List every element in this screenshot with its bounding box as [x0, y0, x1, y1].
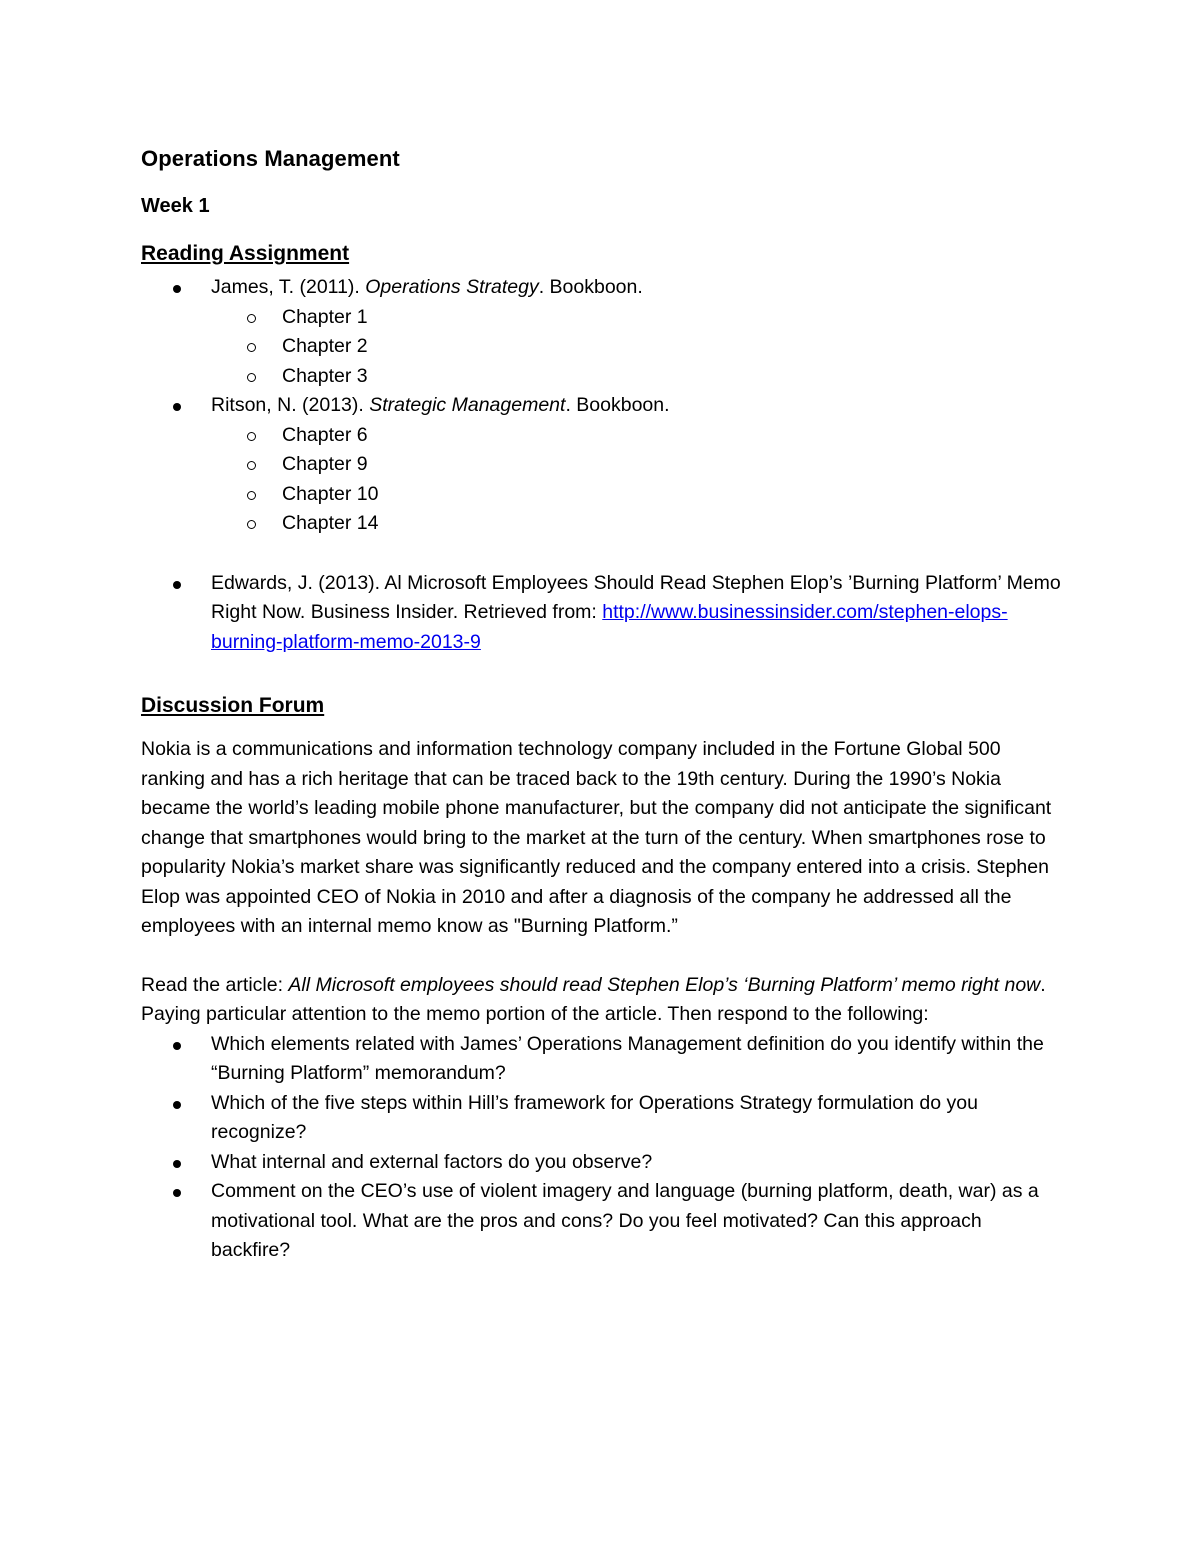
- question-text: Which of the five steps within Hill’s framework for Operations Strategy formulation do you recognize?: [211, 1091, 978, 1143]
- circle-bullet-icon: [247, 314, 256, 323]
- bullet-icon: [173, 1042, 181, 1050]
- chapter-item: [140, 421, 1061, 451]
- chapter-item: [140, 480, 1061, 510]
- bullet-icon: [173, 1189, 181, 1197]
- circle-bullet-icon: [247, 373, 256, 382]
- question-list: [141, 1030, 1061, 1266]
- bullet-icon: [173, 285, 181, 293]
- discussion-forum-heading: Discussion Forum: [141, 694, 325, 717]
- question-text: Comment on the CEO’s use of violent imagery and language (burning platform, death, war) as a motivational tool. What are the pros and cons? Do you feel motivated? Can this approach backfire?: [211, 1180, 1039, 1261]
- citation-publisher: . Bookboon.: [538, 276, 643, 298]
- circle-bullet-icon: [247, 461, 256, 470]
- question-text: What internal and external factors do you observe?: [211, 1150, 653, 1173]
- bullet-icon: [173, 1101, 181, 1109]
- circle-bullet-icon: [247, 491, 256, 500]
- instruction-paragraph: [141, 971, 1056, 1030]
- question-text: Which elements related with James’ Operations Management definition do you identify within the “Burning Platform” memorandum?: [211, 1032, 1044, 1084]
- chapter-list: [211, 303, 1061, 392]
- reading-item-ritson: [141, 391, 1061, 539]
- chapter-label: Chapter 10: [282, 482, 379, 505]
- chapter-list: [211, 421, 1061, 539]
- chapter-label: Chapter 14: [282, 512, 379, 534]
- question-item: [141, 1148, 1061, 1178]
- citation-publisher: . Bookboon.: [565, 394, 670, 416]
- chapter-label: Chapter 3: [282, 364, 368, 387]
- question-item: [141, 1177, 1061, 1266]
- chapter-label: Chapter 1: [282, 305, 368, 328]
- reading-item-edwards: [141, 569, 1061, 658]
- question-item: [141, 1030, 1061, 1089]
- question-item: [141, 1089, 1061, 1148]
- chapter-item: [140, 450, 1061, 480]
- bullet-icon: [173, 403, 181, 411]
- discussion-paragraph: Nokia is a communications and information technology company included in the Fortune Global 500 ranking and has a rich heritage that can be traced back to the 19th century. During the 1990’s Nokia became the world’s leading mobile phone manufacturer, but the company did not anticipate the significant change that smartphones would bring to the market at the turn of the century. When smartphones rose to popularity Nokia’s market share was significantly reduced and the company entered into a crisis. Stephen Elop was appointed CEO of Nokia in 2010 and after a diagnosis of the company he addressed all the employees with an internal memo know as "Burning Platform.”: [141, 738, 1052, 937]
- reading-assignment-heading: Reading Assignment: [141, 242, 350, 265]
- book-title: Strategic Management: [369, 394, 566, 416]
- article-link[interactable]: http://www.businessinsider.com/stephen-elops-burning-platform-memo-2013-9: [211, 601, 1008, 653]
- chapter-item: [140, 332, 1061, 362]
- document-content: [141, 140, 1061, 1266]
- chapter-item: [140, 303, 1061, 333]
- book-title: Operations Strategy: [365, 276, 539, 298]
- article-title: All Microsoft employees should read Stephen Elop’s ‘Burning Platform’ memo right now: [288, 973, 1041, 996]
- week-label: Week 1: [141, 195, 210, 217]
- bullet-icon: [173, 1160, 181, 1168]
- citation-author: Ritson, N. (2013).: [211, 394, 370, 416]
- instruction-rest: . Paying particular attention to the memo portion of the article. Then respond to the following:: [141, 973, 1046, 1025]
- circle-bullet-icon: [247, 432, 256, 441]
- bullet-icon: [173, 581, 181, 589]
- chapter-item: [140, 362, 1061, 392]
- citation-author: James, T. (2011).: [211, 276, 366, 298]
- citation-text: Edwards, J. (2013). Al Microsoft Employees Should Read Stephen Elop’s ’Burning Platform’ Memo Right Now. Business Insider. Retrieved from:: [211, 571, 1061, 623]
- chapter-label: Chapter 9: [282, 453, 368, 475]
- course-title: Operations Management: [141, 146, 400, 171]
- reading-list: [141, 273, 1061, 657]
- chapter-item: [140, 509, 1061, 539]
- circle-bullet-icon: [247, 343, 256, 352]
- chapter-label: Chapter 2: [282, 335, 368, 357]
- circle-bullet-icon: [247, 520, 256, 529]
- instruction-lead: Read the article:: [141, 973, 289, 996]
- reading-item-james: [141, 273, 1061, 391]
- chapter-label: Chapter 6: [282, 423, 368, 446]
